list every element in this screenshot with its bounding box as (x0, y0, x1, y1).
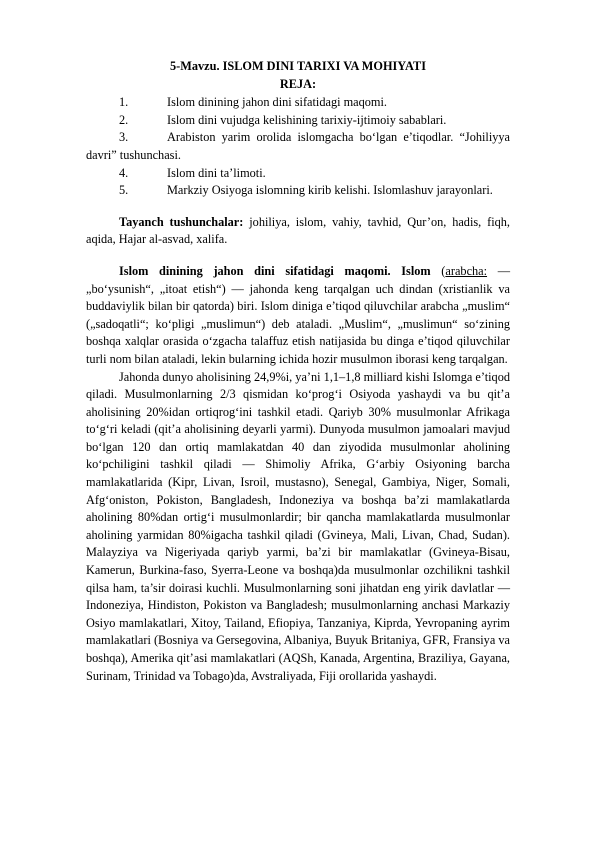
paragraph-2: Jahonda dunyo aholisining 24,9%i, ya’ni 1,1–1,8 milliard kishi Islomga e’tiqod qiladi. Musulmonlarning 2/3 qismidan ko‘prog‘i Osiyoda yashaydi va bu qit’a aholisining 20%idan ortiqrog‘ini tashkil etadi. Qariyb 30% musulmonlar Afrikaga to‘g‘ri keladi (qit’a aholisining deyarli yarmi). Dunyoda musulmon jamoalari mavjud bo‘lgan 120 dan ortiq mamlakatdan 40 dan ziyodida musulmonlar aholining ko‘pchiligini tashkil qiladi — Shimoliy Afrika, G‘arbiy Osiyoning barcha mamlakatlarida (Kipr, Livan, Isroil, mustasno), Senegal, Gambiya, Niger, Somali, Afg‘oniston, Pokiston, Bangladesh, Indoneziya va boshqa ba’zi mamlakatlarda aholining 80%dan ortig‘i musulmonlardir; bir qancha mamlakatlarda musulmonlar aholining yarmidan 80%igacha tashkil qiladi (Gvineya, Mali, Livan, Chad, Sudan). Malayziya va Nigeriyada qariyb yarmi, ba’zi bir mamlakatlar (Gvineya-Bisau, Kamerun, Burkina-faso, Syerra-Leone va boshqa)da musulmonlar ozchilikni tashkil qilsa ham, ta’sir doirasi kuchli. Musulmonlarning soni jihatdan eng yirik davlatlar — Indoneziya, Hindiston, Pokiston va Bangladesh; musulmonlarning anchasi Markaziy Osiyo mamlakatlari, Xitoy, Tailand, Efiopiya, Tanzaniya, Kiprda, Yevropaning ayrim mamlakatlari (Bosniya va Gersegovina, Albaniya, Buyuk Britaniya, GFR, Fransiya va boshqa), Amerika qit’asi mamlakatlari (AQSh, Kanada, Argentina, Braziliya, Gayana, Surinam, Trinidad va Tobago)da, Avstraliyada, Fiji orollarida yashaydi. (86, 369, 510, 683)
plan-item (86, 165, 510, 183)
key-concepts-text: johiliya, islom, vahiy, tavhid, Qur’on, hadis, fiqh, aqida, Hajar al-asvad, xalifa. (86, 214, 511, 247)
spacer (86, 249, 510, 263)
plan-item (86, 182, 510, 200)
arabic-language-link[interactable]: arabcha: (445, 263, 488, 278)
plan-item-text: Markziy Osiyoga islomning kirib kelishi. Islomlashuv jarayonlari. (167, 183, 493, 198)
spacer (86, 200, 510, 214)
plan-list (86, 94, 510, 200)
section1-heading: Islom dinining jahon dini sifatidagi maqomi. (119, 263, 391, 278)
plan-item-number: 1. (119, 95, 129, 110)
document-page (86, 58, 510, 685)
plan-item (86, 94, 510, 112)
plan-item-number: 5. (119, 183, 129, 198)
plan-item-text: Islom dini ta’limoti. (167, 165, 266, 180)
plan-item (86, 129, 510, 164)
key-concepts-label: Tayanch tushunchalar: (119, 214, 244, 229)
plan-item-number: 3. (119, 130, 129, 145)
plan-item (86, 112, 510, 130)
plan-item-number: 2. (119, 112, 129, 127)
plan-item-number: 4. (119, 165, 129, 180)
plan-item-text: Arabiston yarim orolida islomgacha bo‘lgan e’tiqodlar. “Johiliyya davri” tushunchasi. (86, 130, 510, 162)
key-concepts-paragraph (86, 214, 510, 249)
section1-text: — „bo‘ysunish“, „itoat etish“) — jahonda keng tarqalgan uch dindan (xristianlik va buddaviylik bilan bir qatorda) biri. Islom diniga e’tiqod qiluvchilar arabcha „muslim“ („sadoqatli“; ko‘pligi „muslimun“) deb ataladi. „Muslim“, „muslimun“ so‘zining boshqa xalqlar orasida o‘zgacha talaffuz etish natijasida bu dinga e’tiqod qiluvchilar turli nom bilan ataladi, lekin bularning ichida hozir musulmon iborasi keng tarqalgan. (86, 263, 510, 366)
document-title: 5-Mavzu. ISLOM DINI TARIXI VA MOHIYATI (170, 59, 426, 73)
section1-paragraph: Islom dinining jahon dini sifatidagi maqomi. Islom (arabcha: — „bo‘ysunish“, „itoat etish“) — jahonda keng tarqalgan uch dindan (xristianlik va buddaviylik bilan bir qatorda) biri. Islom diniga e’tiqod qiluvchilar arabcha „muslim“ („sadoqatli“; ko‘pligi „muslimun“) deb ataladi. „Muslim“, „muslimun“ so‘zining boshqa xalqlar orasida o‘zgacha talaffuz etish natijasida bu dinga e’tiqod qiluvchilar turli nom bilan ataladi, lekin bularning ichida hozir musulmon iborasi keng tarqalgan. (86, 263, 510, 366)
plan-item-text: Islom dinining jahon dini sifatidagi maqomi. (167, 95, 387, 110)
plan-item-text: Islom dini vujudga kelishining tarixiy-ijtimoiy sabablari. (167, 112, 447, 127)
islom-term: Islom (401, 263, 431, 278)
plan-heading: REJA: (279, 76, 317, 91)
